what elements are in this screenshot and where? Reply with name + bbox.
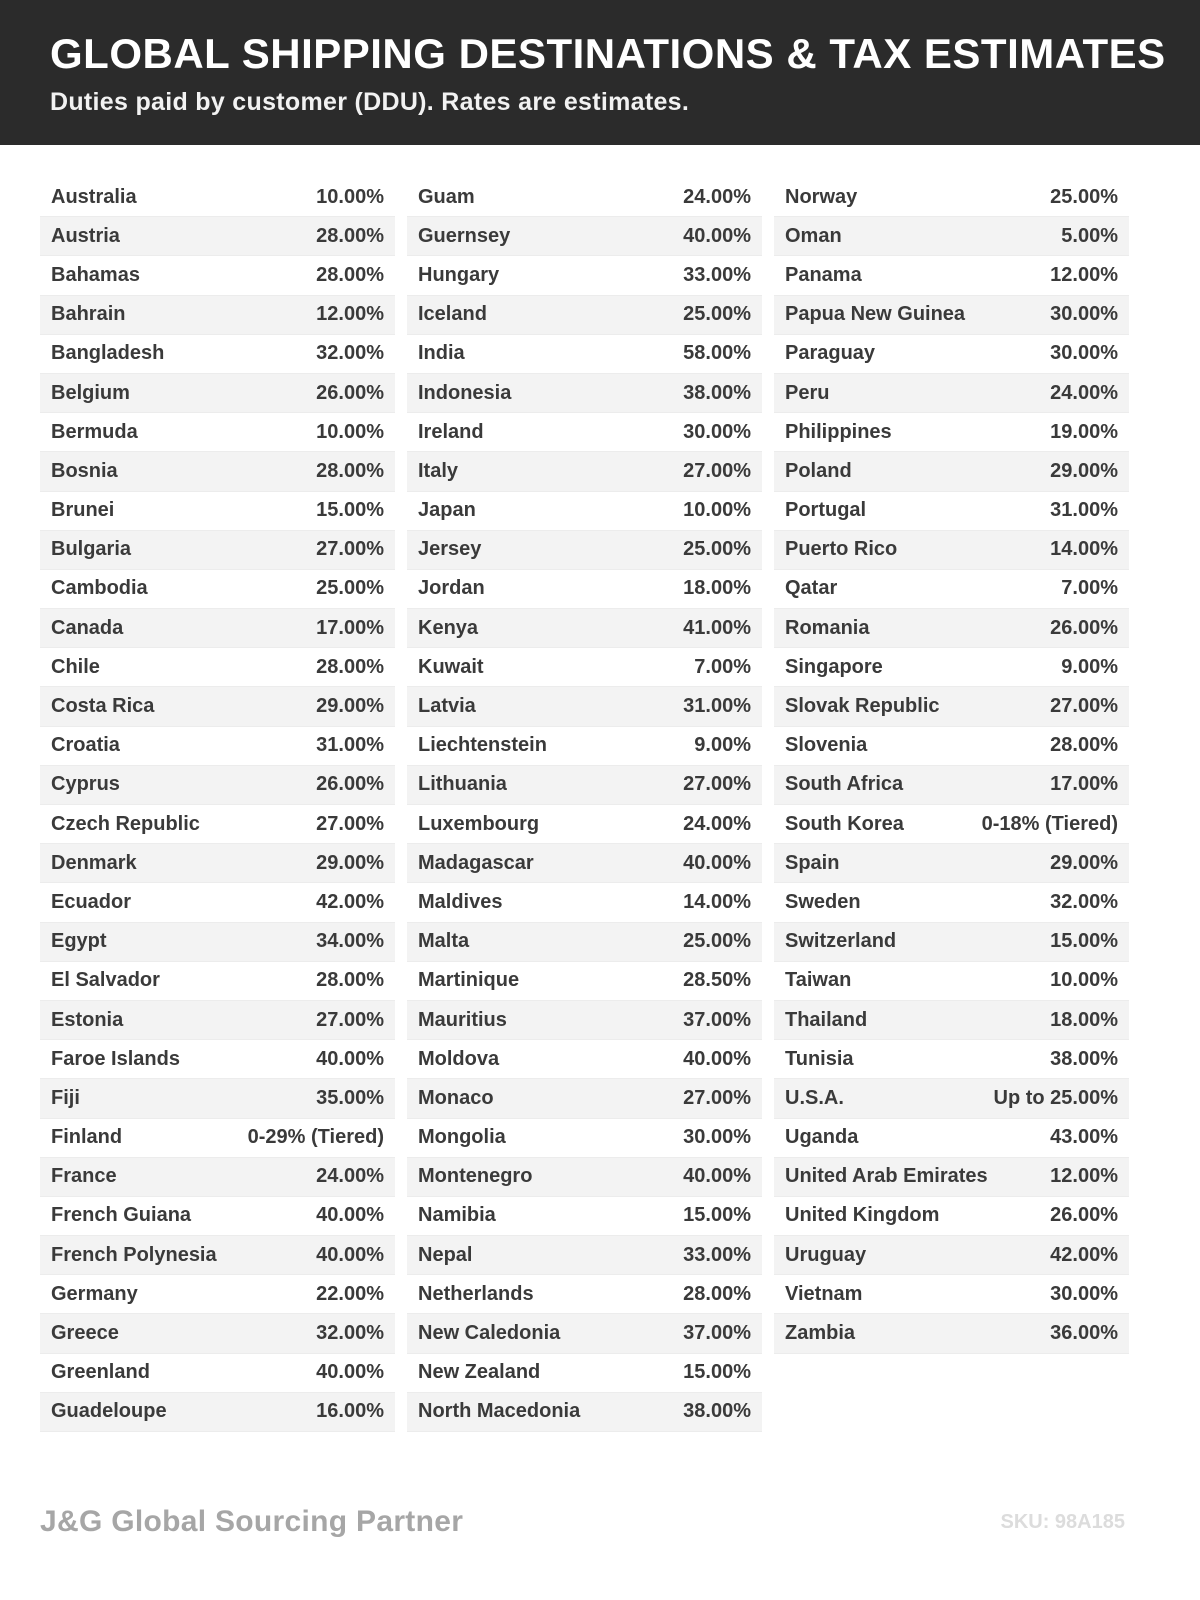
- tax-rate: 26.00%: [316, 381, 384, 404]
- country-name: Greece: [51, 1322, 119, 1345]
- country-name: France: [51, 1165, 117, 1188]
- country-name: Slovak Republic: [785, 695, 940, 718]
- country-name: United Kingdom: [785, 1204, 940, 1227]
- tax-rate: 29.00%: [1050, 459, 1118, 482]
- table-row: [774, 1275, 1129, 1314]
- tax-rate: 36.00%: [1050, 1322, 1118, 1345]
- table-row: [774, 648, 1129, 687]
- country-name: Oman: [785, 224, 842, 247]
- table-row: [40, 883, 395, 922]
- table-row: [40, 923, 395, 962]
- tax-rate: 7.00%: [1061, 577, 1118, 600]
- table-row: [774, 178, 1129, 217]
- tax-rate: 26.00%: [316, 773, 384, 796]
- table-row: [407, 335, 762, 374]
- sku-label: SKU: 98A185: [1000, 1510, 1125, 1533]
- country-name: Thailand: [785, 1008, 868, 1031]
- tax-rate: 5.00%: [1061, 224, 1118, 247]
- country-name: United Arab Emirates: [785, 1165, 988, 1188]
- table-row: [40, 296, 395, 335]
- tax-rate: 40.00%: [683, 851, 751, 874]
- table-row: [774, 256, 1129, 295]
- tax-rate: 27.00%: [316, 812, 384, 835]
- country-name: Philippines: [785, 420, 892, 443]
- table-row: [40, 570, 395, 609]
- country-name: Norway: [785, 185, 858, 208]
- tax-rate: 18.00%: [683, 577, 751, 600]
- tax-rate: 32.00%: [316, 342, 384, 365]
- table-row: [407, 609, 762, 648]
- tax-rate: 43.00%: [1050, 1126, 1118, 1149]
- tax-rate: 12.00%: [1050, 1165, 1118, 1188]
- country-name: Uganda: [785, 1126, 859, 1149]
- tax-rate: 35.00%: [316, 1086, 384, 1109]
- tax-rate: 40.00%: [683, 1047, 751, 1070]
- table-row: [407, 531, 762, 570]
- tax-rate: 28.00%: [316, 263, 384, 286]
- table-row: [40, 531, 395, 570]
- country-name: Qatar: [785, 577, 838, 600]
- country-name: Vietnam: [785, 1282, 863, 1305]
- table-row: [774, 1040, 1129, 1079]
- tax-rate: 15.00%: [683, 1361, 751, 1384]
- table-row: [774, 296, 1129, 335]
- country-name: Moldova: [418, 1047, 500, 1070]
- country-name: Kenya: [418, 616, 479, 639]
- tax-rate: 15.00%: [683, 1204, 751, 1227]
- table-row: [40, 766, 395, 805]
- country-name: Canada: [51, 616, 124, 639]
- table-row: [774, 1079, 1129, 1118]
- table-row: [774, 1158, 1129, 1197]
- table-row: [407, 883, 762, 922]
- table-row: [40, 1275, 395, 1314]
- tax-rate: 24.00%: [683, 812, 751, 835]
- country-name: New Zealand: [418, 1361, 541, 1384]
- tax-rate: 17.00%: [1050, 773, 1118, 796]
- tax-rate: 14.00%: [1050, 538, 1118, 561]
- country-name: Latvia: [418, 695, 476, 718]
- table-row: [40, 492, 395, 531]
- tax-rate: 40.00%: [316, 1243, 384, 1266]
- tax-rate: 24.00%: [683, 185, 751, 208]
- country-name: Czech Republic: [51, 812, 200, 835]
- page-footer: [40, 1505, 1125, 1539]
- country-name: French Polynesia: [51, 1243, 217, 1266]
- country-name: Bermuda: [51, 420, 138, 443]
- tax-rate: 32.00%: [1050, 890, 1118, 913]
- country-name: Netherlands: [418, 1282, 534, 1305]
- country-name: Belgium: [51, 381, 130, 404]
- table-row: [774, 570, 1129, 609]
- tax-rate: 10.00%: [1050, 969, 1118, 992]
- tax-rate: 22.00%: [316, 1282, 384, 1305]
- table-row: [774, 1119, 1129, 1158]
- table-row: [774, 805, 1129, 844]
- table-row: [40, 1314, 395, 1353]
- tax-rate: 42.00%: [1050, 1243, 1118, 1266]
- tax-rate: 25.00%: [316, 577, 384, 600]
- tax-rate: 31.00%: [316, 734, 384, 757]
- table-row: [407, 1119, 762, 1158]
- table-row: [774, 452, 1129, 491]
- country-name: Paraguay: [785, 342, 876, 365]
- tax-rate: 18.00%: [1050, 1008, 1118, 1031]
- tax-rate: 30.00%: [1050, 303, 1118, 326]
- tax-rate: 16.00%: [316, 1400, 384, 1423]
- table-row: [774, 1197, 1129, 1236]
- tax-rate: 34.00%: [316, 930, 384, 953]
- country-name: Jersey: [418, 538, 482, 561]
- table-row: [40, 178, 395, 217]
- country-name: Cyprus: [51, 773, 120, 796]
- tax-rate: 27.00%: [316, 1008, 384, 1031]
- country-name: New Caledonia: [418, 1322, 561, 1345]
- table-row: [407, 844, 762, 883]
- table-row: [774, 1001, 1129, 1040]
- country-name: Germany: [51, 1282, 138, 1305]
- table-row: [407, 256, 762, 295]
- country-name: Estonia: [51, 1008, 124, 1031]
- country-name: Faroe Islands: [51, 1047, 180, 1070]
- country-name: Australia: [51, 185, 137, 208]
- country-name: Tunisia: [785, 1047, 854, 1070]
- country-name: Ireland: [418, 420, 484, 443]
- tax-rate: 31.00%: [1050, 499, 1118, 522]
- table-row: [40, 844, 395, 883]
- table-row: [407, 217, 762, 256]
- table-row: [407, 452, 762, 491]
- tax-rate: 12.00%: [316, 303, 384, 326]
- country-name: Bosnia: [51, 459, 118, 482]
- country-name: Portugal: [785, 499, 867, 522]
- table-row: [774, 687, 1129, 726]
- tax-rate: 26.00%: [1050, 616, 1118, 639]
- tax-rate: 32.00%: [316, 1322, 384, 1345]
- country-name: Namibia: [418, 1204, 496, 1227]
- country-name: Madagascar: [418, 851, 534, 874]
- table-row: [407, 296, 762, 335]
- tax-rate: 30.00%: [683, 1126, 751, 1149]
- table-row: [774, 531, 1129, 570]
- tax-rate: 42.00%: [316, 890, 384, 913]
- tax-rate: 25.00%: [683, 303, 751, 326]
- table-row: [407, 1275, 762, 1314]
- tax-rate: 28.00%: [1050, 734, 1118, 757]
- country-name: Italy: [418, 459, 459, 482]
- table-row: [40, 1001, 395, 1040]
- tax-rate: 0-29% (Tiered): [247, 1126, 384, 1149]
- country-name: Iceland: [418, 303, 487, 326]
- country-name: Singapore: [785, 655, 883, 678]
- table-row: [407, 374, 762, 413]
- table-row: [407, 766, 762, 805]
- table-row: [40, 805, 395, 844]
- tax-rate: 26.00%: [1050, 1204, 1118, 1227]
- country-name: Romania: [785, 616, 870, 639]
- tax-rate: 38.00%: [683, 1400, 751, 1423]
- tax-rate: 9.00%: [694, 734, 751, 757]
- tax-rate: Up to 25.00%: [993, 1086, 1118, 1109]
- tax-rate: 27.00%: [1050, 695, 1118, 718]
- tax-rate: 41.00%: [683, 616, 751, 639]
- table-row: [40, 687, 395, 726]
- table-row: [774, 1236, 1129, 1275]
- table-row: [774, 374, 1129, 413]
- rates-table: [40, 178, 1125, 1432]
- tax-rate: 25.00%: [683, 538, 751, 561]
- table-row: [407, 1079, 762, 1118]
- table-row: [407, 648, 762, 687]
- tax-rate: 30.00%: [1050, 1282, 1118, 1305]
- tax-rate: 12.00%: [1050, 263, 1118, 286]
- table-row: [40, 1393, 395, 1432]
- country-name: Puerto Rico: [785, 538, 898, 561]
- table-row: [774, 844, 1129, 883]
- country-name: Costa Rica: [51, 695, 155, 718]
- country-name: South Korea: [785, 812, 904, 835]
- country-name: South Africa: [785, 773, 904, 796]
- country-name: Egypt: [51, 930, 107, 953]
- table-row: [407, 1158, 762, 1197]
- tax-rate: 31.00%: [683, 695, 751, 718]
- tax-rate: 25.00%: [1050, 185, 1118, 208]
- table-row: [40, 452, 395, 491]
- country-name: Mauritius: [418, 1008, 507, 1031]
- page-header: [0, 0, 1200, 145]
- table-row: [407, 570, 762, 609]
- table-row: [40, 374, 395, 413]
- country-name: Poland: [785, 459, 852, 482]
- country-name: Guadeloupe: [51, 1400, 167, 1423]
- brand-name: J&G Global Sourcing Partner: [40, 1505, 464, 1538]
- table-row: [407, 687, 762, 726]
- table-row: [774, 727, 1129, 766]
- tax-rate: 33.00%: [683, 263, 751, 286]
- tax-rate: 9.00%: [1061, 655, 1118, 678]
- tax-rate: 58.00%: [683, 342, 751, 365]
- country-name: Spain: [785, 851, 840, 874]
- country-name: Papua New Guinea: [785, 303, 966, 326]
- country-name: Lithuania: [418, 773, 507, 796]
- tax-rate: 30.00%: [1050, 342, 1118, 365]
- country-name: Bahrain: [51, 303, 126, 326]
- country-name: Jordan: [418, 577, 485, 600]
- tax-rate: 28.00%: [683, 1282, 751, 1305]
- tax-rate: 33.00%: [683, 1243, 751, 1266]
- country-name: Croatia: [51, 734, 120, 757]
- tax-rate: 38.00%: [683, 381, 751, 404]
- tax-rate: 15.00%: [316, 499, 384, 522]
- country-name: U.S.A.: [785, 1086, 844, 1109]
- table-row: [40, 1040, 395, 1079]
- table-row: [407, 413, 762, 452]
- tax-rate: 17.00%: [316, 616, 384, 639]
- country-name: Hungary: [418, 263, 500, 286]
- country-name: Liechtenstein: [418, 734, 547, 757]
- country-name: Maldives: [418, 890, 503, 913]
- tax-rate: 7.00%: [694, 655, 751, 678]
- tax-rate: 38.00%: [1050, 1047, 1118, 1070]
- table-row: [40, 1079, 395, 1118]
- page-title: GLOBAL SHIPPING DESTINATIONS & TAX ESTIMATES: [50, 30, 1166, 77]
- table-row: [40, 1197, 395, 1236]
- table-row: [774, 413, 1129, 452]
- tax-rate: 10.00%: [316, 185, 384, 208]
- tax-rate: 27.00%: [683, 773, 751, 796]
- rates-column-2: [407, 178, 762, 1432]
- table-row: [407, 1197, 762, 1236]
- country-name: French Guiana: [51, 1204, 192, 1227]
- tax-rate: 27.00%: [683, 459, 751, 482]
- country-name: Greenland: [51, 1361, 150, 1384]
- table-row: [407, 492, 762, 531]
- country-name: El Salvador: [51, 969, 160, 992]
- country-name: Peru: [785, 381, 830, 404]
- tax-rate: 29.00%: [316, 695, 384, 718]
- country-name: Martinique: [418, 969, 520, 992]
- country-name: Switzerland: [785, 930, 897, 953]
- table-row: [40, 1354, 395, 1393]
- rates-column-1: [40, 178, 395, 1432]
- country-name: Mongolia: [418, 1126, 506, 1149]
- table-row: [774, 609, 1129, 648]
- country-name: Zambia: [785, 1322, 856, 1345]
- country-name: Cambodia: [51, 577, 148, 600]
- tax-rate: 0-18% (Tiered): [981, 812, 1118, 835]
- country-name: Chile: [51, 655, 100, 678]
- country-name: Kuwait: [418, 655, 484, 678]
- table-row: [774, 335, 1129, 374]
- table-row: [407, 805, 762, 844]
- country-name: Taiwan: [785, 969, 852, 992]
- tax-rate: 28.00%: [316, 224, 384, 247]
- table-row: [774, 766, 1129, 805]
- country-name: Uruguay: [785, 1243, 867, 1266]
- tax-rate: 24.00%: [1050, 381, 1118, 404]
- table-row: [407, 1354, 762, 1393]
- country-name: Japan: [418, 499, 476, 522]
- rates-column-3: [774, 178, 1129, 1432]
- tax-rate: 29.00%: [316, 851, 384, 874]
- tax-rate: 29.00%: [1050, 851, 1118, 874]
- country-name: India: [418, 342, 465, 365]
- tax-rate: 28.00%: [316, 969, 384, 992]
- country-name: Malta: [418, 930, 470, 953]
- table-row: [40, 1236, 395, 1275]
- country-name: Denmark: [51, 851, 137, 874]
- table-row: [407, 962, 762, 1001]
- tax-rate: 28.00%: [316, 655, 384, 678]
- country-name: Bangladesh: [51, 342, 165, 365]
- tax-rate: 25.00%: [683, 930, 751, 953]
- table-row: [40, 1119, 395, 1158]
- table-row: [40, 1158, 395, 1197]
- table-row: [774, 923, 1129, 962]
- country-name: Montenegro: [418, 1165, 533, 1188]
- table-row: [40, 727, 395, 766]
- table-row: [40, 335, 395, 374]
- tax-rate: 28.00%: [316, 459, 384, 482]
- tax-rate: 15.00%: [1050, 930, 1118, 953]
- table-row: [407, 1314, 762, 1353]
- table-row: [407, 1040, 762, 1079]
- country-name: Bahamas: [51, 263, 140, 286]
- country-name: Brunei: [51, 499, 115, 522]
- country-name: Luxembourg: [418, 812, 540, 835]
- table-row: [40, 962, 395, 1001]
- table-row: [407, 1393, 762, 1432]
- table-row: [774, 1314, 1129, 1353]
- table-row: [407, 923, 762, 962]
- country-name: Guernsey: [418, 224, 511, 247]
- country-name: North Macedonia: [418, 1400, 581, 1423]
- tax-rate: 37.00%: [683, 1008, 751, 1031]
- country-name: Bulgaria: [51, 538, 132, 561]
- country-name: Ecuador: [51, 890, 132, 913]
- table-row: [40, 648, 395, 687]
- table-row: [407, 1236, 762, 1275]
- table-row: [774, 962, 1129, 1001]
- country-name: Guam: [418, 185, 475, 208]
- tax-rate: 40.00%: [316, 1361, 384, 1384]
- table-row: [774, 883, 1129, 922]
- tax-rate: 10.00%: [316, 420, 384, 443]
- table-row: [774, 492, 1129, 531]
- table-row: [407, 727, 762, 766]
- country-name: Nepal: [418, 1243, 473, 1266]
- tax-rate: 40.00%: [683, 1165, 751, 1188]
- tax-rate: 14.00%: [683, 890, 751, 913]
- country-name: Panama: [785, 263, 862, 286]
- country-name: Monaco: [418, 1086, 494, 1109]
- tax-rate: 10.00%: [683, 499, 751, 522]
- country-name: Fiji: [51, 1086, 80, 1109]
- table-row: [407, 178, 762, 217]
- country-name: Austria: [51, 224, 120, 247]
- table-row: [40, 217, 395, 256]
- tax-rate: 40.00%: [316, 1047, 384, 1070]
- table-row: [40, 413, 395, 452]
- country-name: Indonesia: [418, 381, 512, 404]
- tax-rate: 27.00%: [316, 538, 384, 561]
- table-row: [40, 256, 395, 295]
- tax-rate: 24.00%: [316, 1165, 384, 1188]
- tax-rate: 40.00%: [683, 224, 751, 247]
- table-row: [40, 609, 395, 648]
- tax-rate: 30.00%: [683, 420, 751, 443]
- country-name: Sweden: [785, 890, 861, 913]
- table-row: [774, 217, 1129, 256]
- tax-rate: 40.00%: [316, 1204, 384, 1227]
- country-name: Slovenia: [785, 734, 868, 757]
- tax-rate: 28.50%: [683, 969, 751, 992]
- tax-rate: 27.00%: [683, 1086, 751, 1109]
- page-subtitle: Duties paid by customer (DDU). Rates are estimates.: [50, 88, 690, 116]
- tax-rate: 19.00%: [1050, 420, 1118, 443]
- table-row: [407, 1001, 762, 1040]
- tax-rate: 37.00%: [683, 1322, 751, 1345]
- country-name: Finland: [51, 1126, 123, 1149]
